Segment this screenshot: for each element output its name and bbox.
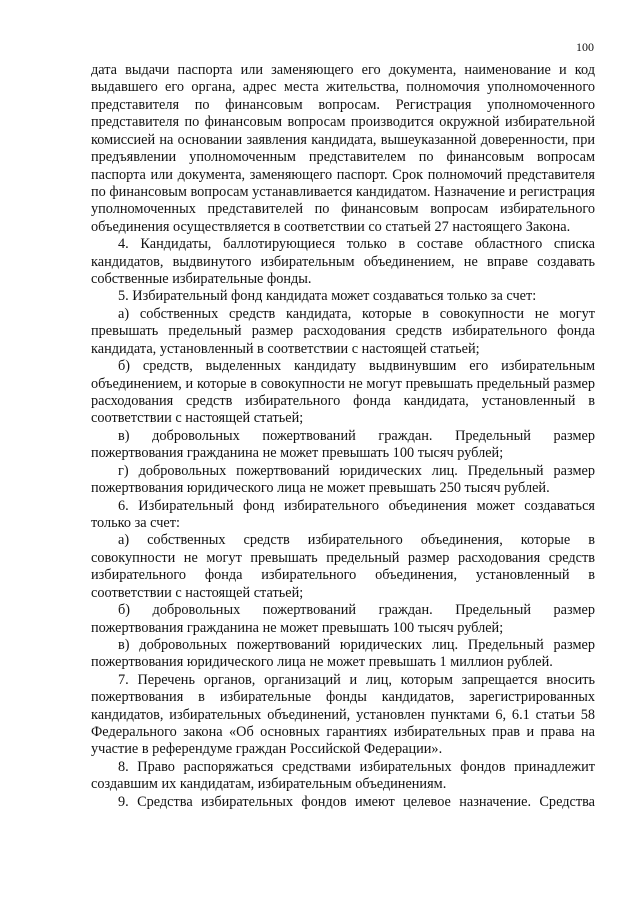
page-number: 100 [576,40,594,54]
paragraph-item-5g: г) добровольных пожертвований юридических лиц. Предельный размер пожертвования юридического лица не может превышать 250 тысяч рублей. [91,462,595,497]
paragraph-item-5: 5. Избирательный фонд кандидата может создаваться только за счет: [118,288,537,305]
paragraph-item-6b: б) добровольных пожертвований граждан. Предельный размер пожертвования гражданина не может превышать 100 тысяч рублей; [91,602,595,636]
paragraph-item-9: 9. Средства избирательных фондов имеют целевое назначение. Средства [118,793,595,810]
paragraph-continuation: дата выдачи паспорта или заменяющего его документа, наименование и код выдавшего его органа, адрес места жительства, полномочия уполномоченного представителя по финансовым вопросам. Регистрация уполномоченного представителя по финансовым вопросам производится окружной избирательной комиссией на основании заявления кандидата, вышеуказанной доверенности, при предъявлении уполномоченным представителем по финансовым вопросам паспорта или документа, заменяющего паспорт. Срок полномочий представителя по финансовым вопросам устанавливается кандидатом. Назначение и регистрация уполномоченных представителей по финансовым вопросам избирательного объединения осуществляется в соответствии со статьей 27 настоящего Закона. [91,62,595,235]
paragraph-item-6v: в) добровольных пожертвований юридических лиц. Предельный размер пожертвования юридического лица не может превышать 1 миллион рублей. [91,636,595,671]
paragraph-item-5v: в) добровольных пожертвований граждан. Предельный размер пожертвования гражданина не может превышать 100 тысяч рублей; [91,427,595,462]
paragraph-item-8: 8. Право распоряжаться средствами избирательных фондов принадлежит создавшим их кандидатам, избирательным объединениям. [91,758,595,793]
paragraph-item-4: 4. Кандидаты, баллотирующиеся только в составе областного списка кандидатов, выдвинутого избирательным объединением, не вправе создавать собственные избирательные фонды. [91,236,595,288]
paragraph-item-7: 7. Перечень органов, организаций и лиц, которым запрещается вносить пожертвования в избирательные фонды кандидатов, зарегистрированных кандидатов, избирательных объединений, установлен пунктами 6, 6.1 статьи 58 Федерального закона «Об основных гарантиях избирательных прав и права на участие в референдуме граждан Российской Федерации». [91,671,595,758]
paragraph-item-5b: б) средств, выделенных кандидату выдвинувшим его избирательным объединением, и которые в совокупности не могут превышать предельный размер расходования средств избирательного фонда кандидата, установленный в соответствии с настоящей статьей; [91,358,595,427]
body-text [91,62,595,811]
paragraph-item-6: 6. Избирательный фонд избирательного объединения может создаваться только за счет: [91,497,595,531]
paragraph-item-5a: а) собственных средств кандидата, которые в совокупности не могут превышать предельный размер расходования средств избирательного фонда кандидата, установленный в соответствии с настоящей статьей; [91,305,595,357]
paragraph-item-6a: а) собственных средств избирательного объединения, которые в совокупности не могут превышать предельный размер расходования средств избирательного фонда избирательного объединения, установленный в соответствии с настоящей статьей; [91,532,595,601]
